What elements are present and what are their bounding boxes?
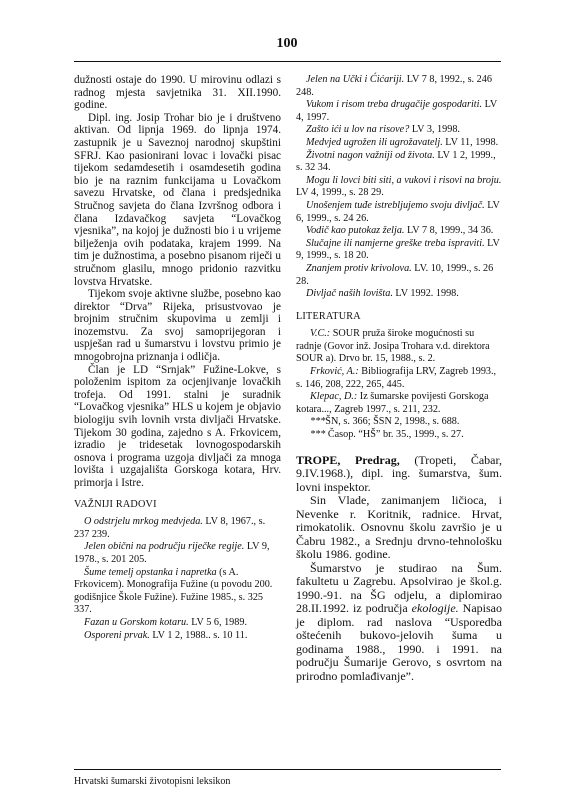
reference-title: Životni nagon važniji od života. xyxy=(306,149,435,161)
body-paragraph: Dipl. ing. Josip Trohar bio je i društveno aktivan. Od lipnja 1969. do lipnja 1974. zastupnik je u Saveznoj narodnoj skupštini SFRJ. Kao pasionirani lovac i lovački pisac tijekom sedamdesetih i osamdesetih godina bio je na raznim funkcijama u Lovačkom savezu Hrvatske, od člana i predsjednika Stručnog savjeta do člana Izvršnog odbora i člana Izdavačkog savjeta “Lovačkog vjesnika”, na kojoj je dužnosti bio i u vrijeme bilježenja ovih podataka, krajem 1999. Na tim je dužnostima, a posebno pisanom riječi u stručnom glasilu, mnogo pridonio razvitku lovstva Hrvatske. xyxy=(74,111,281,288)
body-paragraph: dužnosti ostaje do 1990. U mirovinu odlazi s radnog mjesta savjetnika 31. XII.1990. godine. xyxy=(74,74,281,112)
literature-text: SOUR pruža široke mogućnosti su radnje (Govor inž. Josipa Trohara v.d. direktora SOUR a). Drvo br. 15, 1988., s. 2. xyxy=(296,328,490,365)
reference-item xyxy=(74,617,281,630)
reference-details: LV 8, 1967., s. 237 239. xyxy=(74,516,266,540)
reference-title: Unošenjem tuđe istrebljujemo svoju divljač. xyxy=(306,199,485,211)
body-paragraph: Tijekom svoje aktivne službe, posebno kao direktor “Drva” Rijeka, prisustvovao je brojnim stručnim skupovima u zemlji i inozemstvu. Za svoj samoprijegoran i uspješan rad u šumarstvu i lovstvu primio je mnogobrojna priznanja i odličja. xyxy=(74,288,281,364)
reference-title: Šume temelj opstanka i napretka xyxy=(84,566,217,578)
reference-title: Medvjed ugrožen ili ugrožavatelj. xyxy=(306,136,443,148)
entry-name: TROPE, Predrag, xyxy=(296,452,400,467)
footer-text: Hrvatski šumarski životopisni leksikon xyxy=(74,776,231,787)
reference-details: LV 4, 1999., s. 28 29. xyxy=(296,187,384,199)
literature-author: *** xyxy=(310,429,326,441)
reference-item xyxy=(296,200,502,225)
literature-author: V.C.: xyxy=(310,328,331,340)
reference-item xyxy=(296,74,502,99)
reference-item xyxy=(296,175,502,200)
literature-item xyxy=(296,391,502,416)
reference-item xyxy=(74,541,281,566)
literature-item xyxy=(296,429,502,442)
reference-title: Jelen obični na području riječke regije. xyxy=(84,541,245,553)
literature-item xyxy=(296,328,502,366)
reference-item xyxy=(296,99,502,124)
reference-title: O odstrjelu mrkog medvjeda. xyxy=(84,516,203,528)
literatura-list xyxy=(296,328,502,441)
literature-text: Bibliografija LRV, Zagreb 1993., s. 146, 208, 222, 265, 445. xyxy=(296,366,497,390)
reference-item xyxy=(296,124,502,137)
reference-details: LV 7 8, 1999., 34 36. xyxy=(404,225,494,237)
reference-title: Slučajne ili namjerne greške treba ispraviti. xyxy=(306,237,485,249)
reference-item xyxy=(74,567,281,617)
reference-details: LV 9, 1978., s. 201 205. xyxy=(74,541,270,565)
entry-head-details: (Tropeti, Čabar, 9.IV.1968.), dipl. ing. šumarstva, šum. lovni inspektor. xyxy=(296,452,502,494)
reference-details: LV 5 6, 1989. xyxy=(188,616,248,628)
page-number: 100 xyxy=(276,36,298,51)
reference-details: LV 1 2, 1999., s. 32 34. xyxy=(296,149,496,174)
literature-author: Frković, A.: xyxy=(310,366,359,378)
reference-item xyxy=(296,288,502,301)
reference-details: LV. 10, 1999., s. 26 28. xyxy=(296,262,494,287)
reference-title: Divljač naših lovišta. xyxy=(306,288,393,300)
reference-title: Zašto ići u lov na risove? xyxy=(306,124,410,136)
entry-emphasis: ekologije. xyxy=(411,601,459,616)
reference-title: Osporeni prvak. xyxy=(84,629,150,641)
entry-paragraph xyxy=(296,562,502,684)
reference-title: Vukom i risom treba drugačije gospodariti. xyxy=(306,99,483,111)
reference-item xyxy=(296,238,502,263)
literature-text: Iz šumarske povijesti Gorskoga kotara..., Zagreb 1997., s. 211, 232. xyxy=(296,391,489,415)
entry-trope xyxy=(296,454,502,684)
right-column xyxy=(296,74,502,683)
reference-title: Jelen na Učki i Ćićariji. xyxy=(306,74,405,85)
body-paragraph: Član je LD “Srnjak” Fužine-Lokve, s položenim ispitom za ocjenjivanje lovačkih trofeja. Od 1991. stalni je suradnik “Lovačkog vjesnika” HLS u kojem je objavio biologiju svih lovnih vrsta divljači Hrvatske. Tijekom 30 godina, zajedno s A. Frkovicem, izradio je tridesetak lovnogospodarskih osnova i programa uzgoja divljači za mnoga lovišta i uzgajališta Gorskoga kotara, Hrv. primorja i Istre. xyxy=(74,363,281,489)
reference-title: Mogu li lovci biti siti, a vukovi i risovi na broju. xyxy=(306,174,502,186)
reference-title: Vodič kao putokaz želja. xyxy=(306,225,405,237)
reference-details: LV 6, 1999., s. 24 26. xyxy=(296,199,500,224)
reference-details: LV 1992. 1998. xyxy=(392,288,459,300)
works-list-left xyxy=(74,516,281,642)
reference-details: LV 11, 1998. xyxy=(442,136,499,148)
left-column xyxy=(74,74,281,642)
entry-headline xyxy=(296,454,502,495)
reference-item xyxy=(296,263,502,288)
literatura-heading: LITERATURA xyxy=(296,310,361,322)
entry-text: Šumarstvo je studirao na Šum. fakultetu u Zagrebu. Apsolvirao je škol.g. 1990.-91. na ŠG odjelu, a diplomirao 28.II.1992. iz područja xyxy=(296,560,502,616)
reference-title: Znanjem protiv krivolova. xyxy=(306,262,412,274)
reference-details: LV 1 2, 1988.. s. 10 11. xyxy=(149,629,248,641)
reference-item xyxy=(296,225,502,238)
reference-item xyxy=(296,137,502,150)
literature-item xyxy=(296,416,502,429)
literature-item xyxy=(296,366,502,391)
reference-item xyxy=(74,630,281,643)
entry-paragraph: Sin Vlade, zanimanjem ličioca, i Nevenke r. Koritnik, radnice. Hrvat, rimokatolik. Osnovnu školu završio je u Čabru 1982., a Srednju drvno-tehnološku školu 1986. godine. xyxy=(296,493,502,562)
reference-details: LV 9, 1999., s. 18 20. xyxy=(296,237,500,262)
reference-details: LV 7 8, 1992., s. 246 248. xyxy=(296,74,492,98)
reference-details: (s A. Frkovicem). Monografija Fužine (u povodu 200. godišnjice Škole Fužine). Fužine 1985., s. 325 337. xyxy=(74,566,273,616)
works-list-right xyxy=(296,74,502,301)
literature-text: ŠN, s. 366; ŠSN 2, 1998., s. 688. xyxy=(325,416,460,428)
reference-details: LV 3, 1998. xyxy=(409,124,460,136)
reference-details: LV 4, 1997. xyxy=(296,99,498,123)
literature-author: Klepac, D.: xyxy=(310,391,358,403)
entry-text: Napisao je diplom. rad naslova “Usporedba oštećenih bukovo-jelovih šuma u godinama 1988., 1990. i 1991. na području Šumarije Gerovo, s osvrtom na prirodno pomlađivanje”. xyxy=(296,601,502,683)
reference-item xyxy=(296,150,502,175)
reference-item xyxy=(74,516,281,541)
header-rule xyxy=(74,61,501,62)
reference-title: Fazan u Gorskom kotaru. xyxy=(84,616,189,628)
literature-author: *** xyxy=(310,416,326,428)
works-heading: VAŽNIJI RADOVI xyxy=(74,498,157,510)
footer-rule xyxy=(74,769,501,770)
literature-text: Časop. “HŠ” br. 35., 1999., s. 27. xyxy=(325,429,464,441)
